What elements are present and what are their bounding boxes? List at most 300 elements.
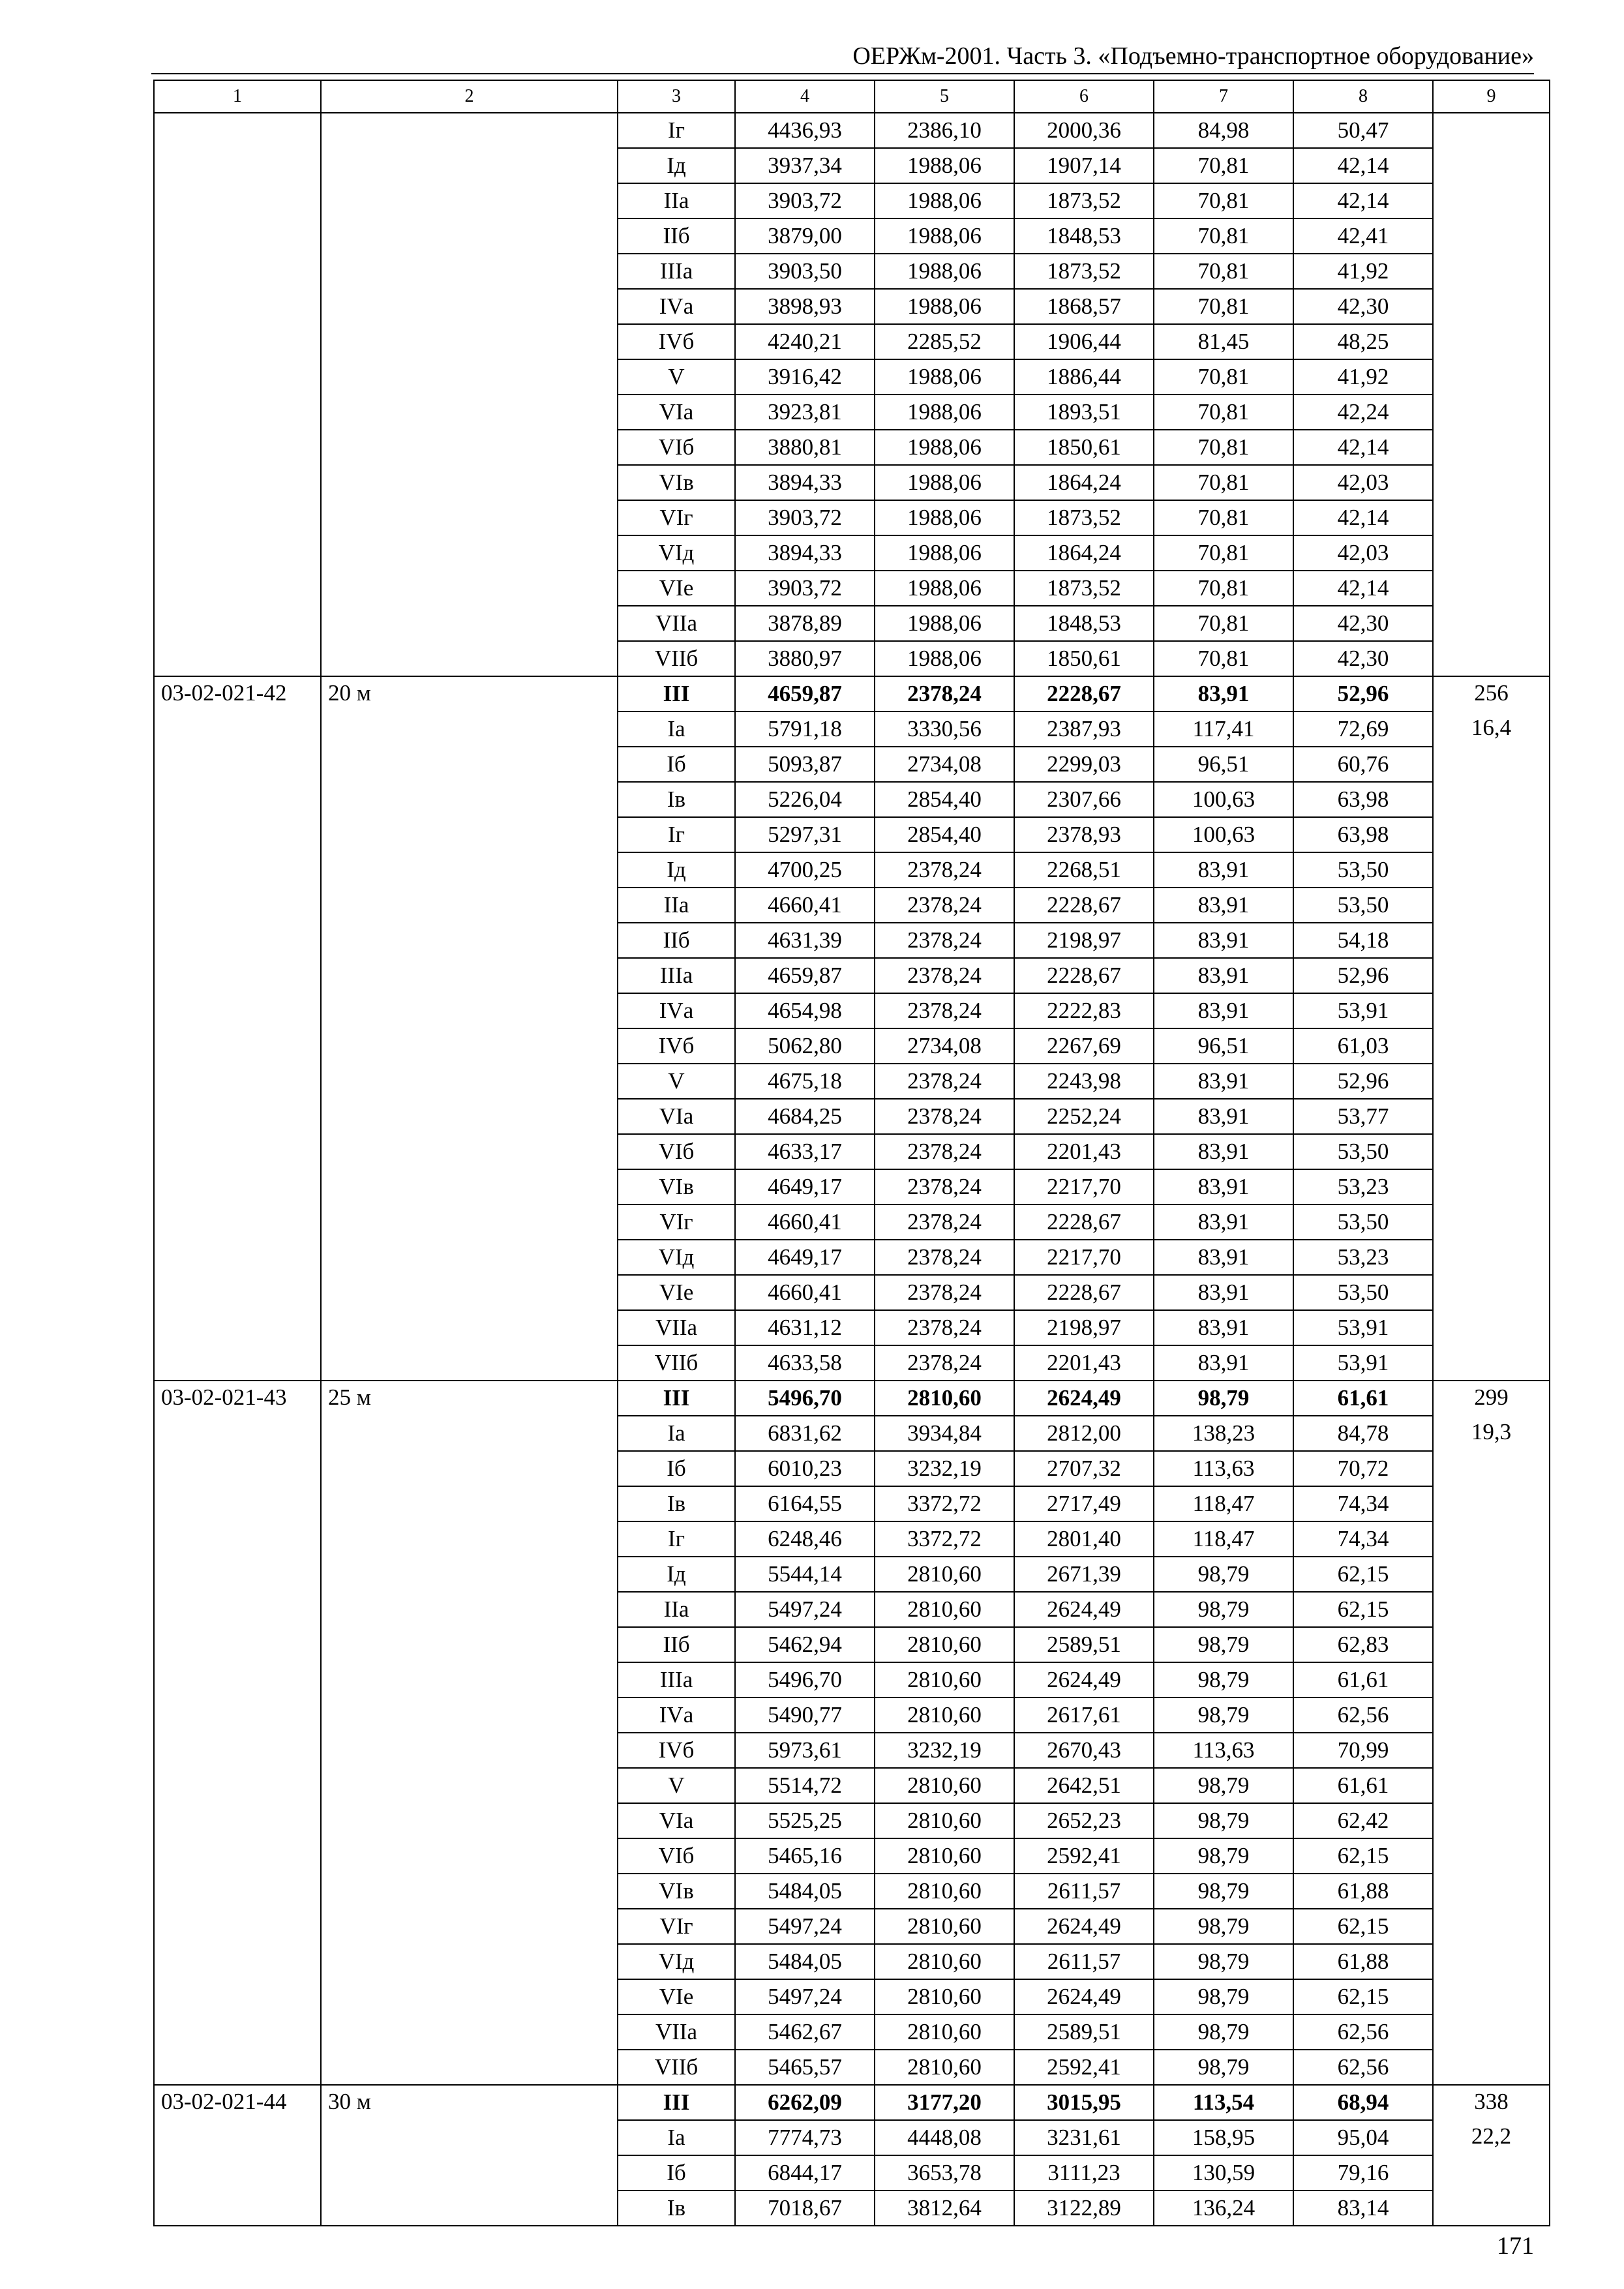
zone-cell: IIа (618, 183, 735, 218)
value-cell: 2267,69 (1014, 1028, 1154, 1064)
value-cell: 2285,52 (875, 324, 1014, 359)
value-cell: 70,81 (1154, 430, 1293, 465)
value-cell: 2378,24 (875, 1310, 1014, 1345)
value-cell: 70,81 (1154, 359, 1293, 395)
value-cell: 4631,12 (735, 1310, 875, 1345)
value-cell: 62,83 (1293, 1627, 1433, 1662)
value-cell: 53,91 (1293, 993, 1433, 1028)
value-cell: 2801,40 (1014, 1521, 1154, 1557)
value-cell: 3880,97 (735, 641, 875, 676)
value-cell: 5093,87 (735, 747, 875, 782)
value-cell: 42,14 (1293, 183, 1433, 218)
value-cell: 1988,06 (875, 606, 1014, 641)
value-cell: 62,15 (1293, 1979, 1433, 2014)
value-cell: 130,59 (1154, 2155, 1293, 2191)
value-cell: 72,69 (1293, 711, 1433, 747)
value-cell: 2717,49 (1014, 1486, 1154, 1521)
column-number-cell: 9 (1433, 80, 1550, 113)
zone-cell: VIд (618, 1240, 735, 1275)
value-cell: 2378,24 (875, 923, 1014, 958)
value-cell: 2592,41 (1014, 2050, 1154, 2085)
value-cell: 98,79 (1154, 1698, 1293, 1733)
value-cell: 4654,98 (735, 993, 875, 1028)
value-cell: 4448,08 (875, 2120, 1014, 2155)
value-cell: 98,79 (1154, 1979, 1293, 2014)
value-cell: 2734,08 (875, 1028, 1014, 1064)
header-rule (151, 73, 1534, 74)
value-cell: 5791,18 (735, 711, 875, 747)
value-cell: 5496,70 (735, 1662, 875, 1698)
value-cell: 83,91 (1154, 888, 1293, 923)
zone-cell: IIIа (618, 254, 735, 289)
value-cell: 4436,93 (735, 113, 875, 148)
page-number: 171 (1497, 2232, 1534, 2260)
value-cell: 4631,39 (735, 923, 875, 958)
value-cell: 2810,60 (875, 2050, 1014, 2085)
value-cell: 3903,50 (735, 254, 875, 289)
value-cell: 2589,51 (1014, 1627, 1154, 1662)
value-cell: 3894,33 (735, 465, 875, 500)
value-cell: 70,81 (1154, 289, 1293, 324)
value-cell: 5465,57 (735, 2050, 875, 2085)
value-cell: 2198,97 (1014, 923, 1154, 958)
value-cell: 5514,72 (735, 1768, 875, 1803)
value-cell: 5226,04 (735, 782, 875, 817)
value-cell: 2624,49 (1014, 1592, 1154, 1627)
zone-cell: Iд (618, 148, 735, 183)
value-cell: 3916,42 (735, 359, 875, 395)
value-cell: 42,14 (1293, 430, 1433, 465)
zone-cell: Iг (618, 1521, 735, 1557)
table-row (154, 113, 1550, 148)
value-cell: 83,91 (1154, 1099, 1293, 1134)
value-cell: 113,63 (1154, 1733, 1293, 1768)
value-cell: 2854,40 (875, 782, 1014, 817)
value-cell: 3330,56 (875, 711, 1014, 747)
rate-name-cell: 25 м (321, 1381, 618, 2085)
value-cell: 41,92 (1293, 254, 1433, 289)
value-cell: 83,91 (1154, 923, 1293, 958)
value-cell: 2378,24 (875, 1345, 1014, 1381)
value-cell: 83,91 (1154, 1169, 1293, 1204)
value-cell: 1893,51 (1014, 395, 1154, 430)
value-cell: 2000,36 (1014, 113, 1154, 148)
value-cell: 53,91 (1293, 1345, 1433, 1381)
value-cell: 3937,34 (735, 148, 875, 183)
value-cell: 96,51 (1154, 747, 1293, 782)
zone-cell: VIв (618, 1874, 735, 1909)
zone-cell: VIг (618, 1204, 735, 1240)
value-cell: 2378,24 (875, 1064, 1014, 1099)
value-cell: 1848,53 (1014, 218, 1154, 254)
zone-cell: Iб (618, 2155, 735, 2191)
value-cell: 62,15 (1293, 1557, 1433, 1592)
value-cell: 98,79 (1154, 1662, 1293, 1698)
value-cell: 61,61 (1293, 1768, 1433, 1803)
value-cell: 5462,94 (735, 1627, 875, 1662)
zone-cell: IVа (618, 993, 735, 1028)
column-number-cell: 6 (1014, 80, 1154, 113)
value-cell: 1988,06 (875, 571, 1014, 606)
value-cell: 42,30 (1293, 606, 1433, 641)
rates-table (153, 80, 1550, 2226)
value-cell: 70,81 (1154, 183, 1293, 218)
zone-cell: Iб (618, 747, 735, 782)
value-cell: 2378,24 (875, 1204, 1014, 1240)
value-cell: 61,88 (1293, 1944, 1433, 1979)
value-cell: 4684,25 (735, 1099, 875, 1134)
value-cell: 83,14 (1293, 2191, 1433, 2226)
value-cell: 2854,40 (875, 817, 1014, 852)
value-cell: 2810,60 (875, 1381, 1014, 1416)
value-cell: 6262,09 (735, 2085, 875, 2120)
zone-cell: IIа (618, 888, 735, 923)
value-cell: 1873,52 (1014, 500, 1154, 535)
value-cell: 1988,06 (875, 500, 1014, 535)
value-cell: 1873,52 (1014, 183, 1154, 218)
value-cell: 52,96 (1293, 958, 1433, 993)
value-cell: 2378,24 (875, 1169, 1014, 1204)
value-cell: 5490,77 (735, 1698, 875, 1733)
value-cell: 3015,95 (1014, 2085, 1154, 2120)
value-cell: 3231,61 (1014, 2120, 1154, 2155)
value-cell: 5496,70 (735, 1381, 875, 1416)
value-cell: 98,79 (1154, 2050, 1293, 2085)
value-cell: 1988,06 (875, 183, 1014, 218)
zone-cell: Iв (618, 2191, 735, 2226)
value-cell: 70,81 (1154, 218, 1293, 254)
zone-cell: V (618, 1064, 735, 1099)
value-cell: 5465,16 (735, 1838, 875, 1874)
value-cell: 1906,44 (1014, 324, 1154, 359)
value-cell: 2378,24 (875, 993, 1014, 1028)
value-cell: 113,54 (1154, 2085, 1293, 2120)
value-cell: 138,23 (1154, 1416, 1293, 1451)
value-cell: 98,79 (1154, 1944, 1293, 1979)
value-cell: 118,47 (1154, 1486, 1293, 1521)
value-cell: 136,24 (1154, 2191, 1293, 2226)
value-cell: 2222,83 (1014, 993, 1154, 1028)
zone-cell: VIв (618, 1169, 735, 1204)
zone-cell: IVа (618, 289, 735, 324)
rate-code-cell (154, 113, 321, 676)
value-cell: 3880,81 (735, 430, 875, 465)
value-cell: 2810,60 (875, 1803, 1014, 1838)
rate-code-cell: 03-02-021-43 (154, 1381, 321, 2085)
value-cell: 2378,24 (875, 676, 1014, 711)
value-cell: 70,81 (1154, 641, 1293, 676)
value-cell: 2228,67 (1014, 888, 1154, 923)
value-cell: 5497,24 (735, 1909, 875, 1944)
value-cell: 5062,80 (735, 1028, 875, 1064)
value-cell: 100,63 (1154, 817, 1293, 852)
value-cell: 96,51 (1154, 1028, 1293, 1064)
value-cell: 62,56 (1293, 2050, 1433, 2085)
value-cell: 70,81 (1154, 465, 1293, 500)
value-cell: 98,79 (1154, 1909, 1293, 1944)
value-cell: 2228,67 (1014, 676, 1154, 711)
value-cell: 1988,06 (875, 254, 1014, 289)
zone-cell: IIа (618, 1592, 735, 1627)
value-cell: 74,34 (1293, 1521, 1433, 1557)
zone-cell: VIд (618, 535, 735, 571)
value-cell: 2810,60 (875, 1592, 1014, 1627)
value-cell: 42,24 (1293, 395, 1433, 430)
zone-cell: Iв (618, 782, 735, 817)
value-cell: 158,95 (1154, 2120, 1293, 2155)
zone-cell: VIв (618, 465, 735, 500)
value-cell: 6010,23 (735, 1451, 875, 1486)
value-cell: 3903,72 (735, 500, 875, 535)
zone-cell: VIе (618, 571, 735, 606)
value-cell: 2243,98 (1014, 1064, 1154, 1099)
value-cell: 5525,25 (735, 1803, 875, 1838)
value-cell: 53,23 (1293, 1169, 1433, 1204)
column-number-cell: 4 (735, 80, 875, 113)
extra-cell: 299 (1433, 1381, 1550, 1416)
value-cell: 2386,10 (875, 113, 1014, 148)
value-cell: 83,91 (1154, 1345, 1293, 1381)
value-cell: 1988,06 (875, 218, 1014, 254)
value-cell: 3653,78 (875, 2155, 1014, 2191)
value-cell: 2611,57 (1014, 1874, 1154, 1909)
value-cell: 2624,49 (1014, 1979, 1154, 2014)
value-cell: 83,91 (1154, 958, 1293, 993)
value-cell: 62,15 (1293, 1909, 1433, 1944)
value-cell: 3177,20 (875, 2085, 1014, 2120)
value-cell: 5973,61 (735, 1733, 875, 1768)
value-cell: 2589,51 (1014, 2014, 1154, 2050)
value-cell: 1850,61 (1014, 430, 1154, 465)
value-cell: 3232,19 (875, 1733, 1014, 1768)
zone-cell: VIб (618, 1134, 735, 1169)
value-cell: 2810,60 (875, 1838, 1014, 1874)
zone-cell: IIIа (618, 1662, 735, 1698)
value-cell: 83,91 (1154, 852, 1293, 888)
value-cell: 5544,14 (735, 1557, 875, 1592)
value-cell: 2652,23 (1014, 1803, 1154, 1838)
value-cell: 74,34 (1293, 1486, 1433, 1521)
value-cell: 42,03 (1293, 465, 1433, 500)
value-cell: 83,91 (1154, 1240, 1293, 1275)
page-header: ОЕРЖм-2001. Часть 3. «Подъемно-транспортное оборудование» (852, 42, 1534, 70)
zone-cell: Iа (618, 711, 735, 747)
value-cell: 63,98 (1293, 782, 1433, 817)
value-cell: 61,88 (1293, 1874, 1433, 1909)
value-cell: 83,91 (1154, 993, 1293, 1028)
value-cell: 2810,60 (875, 1768, 1014, 1803)
value-cell: 98,79 (1154, 1768, 1293, 1803)
value-cell: 4660,41 (735, 1275, 875, 1310)
value-cell: 2378,24 (875, 958, 1014, 993)
value-cell: 3879,00 (735, 218, 875, 254)
value-cell: 6248,46 (735, 1521, 875, 1557)
zone-cell: IVб (618, 1733, 735, 1768)
value-cell: 53,50 (1293, 1204, 1433, 1240)
value-cell: 5462,67 (735, 2014, 875, 2050)
value-cell: 54,18 (1293, 923, 1433, 958)
table-body (154, 80, 1550, 2226)
value-cell: 42,14 (1293, 500, 1433, 535)
extra-cell: 338 (1433, 2085, 1550, 2120)
zone-cell: VIIб (618, 641, 735, 676)
value-cell: 6831,62 (735, 1416, 875, 1451)
value-cell: 1868,57 (1014, 289, 1154, 324)
value-cell: 4700,25 (735, 852, 875, 888)
value-cell: 4660,41 (735, 1204, 875, 1240)
value-cell: 1864,24 (1014, 465, 1154, 500)
extra-cell: 16,4 (1433, 711, 1550, 1381)
value-cell: 1988,06 (875, 641, 1014, 676)
zone-cell: III (618, 676, 735, 711)
value-cell: 2387,93 (1014, 711, 1154, 747)
value-cell: 2624,49 (1014, 1662, 1154, 1698)
zone-cell: VIг (618, 1909, 735, 1944)
value-cell: 5484,05 (735, 1874, 875, 1909)
value-cell: 4659,87 (735, 958, 875, 993)
zone-cell: V (618, 359, 735, 395)
value-cell: 50,47 (1293, 113, 1433, 148)
value-cell: 2624,49 (1014, 1909, 1154, 1944)
value-cell: 84,98 (1154, 113, 1293, 148)
value-cell: 2201,43 (1014, 1134, 1154, 1169)
zone-cell: VIIа (618, 606, 735, 641)
value-cell: 1850,61 (1014, 641, 1154, 676)
value-cell: 83,91 (1154, 1310, 1293, 1345)
zone-cell: VIг (618, 500, 735, 535)
value-cell: 70,81 (1154, 500, 1293, 535)
extra-cell: 256 (1433, 676, 1550, 711)
value-cell: 1988,06 (875, 430, 1014, 465)
value-cell: 53,77 (1293, 1099, 1433, 1134)
value-cell: 53,23 (1293, 1240, 1433, 1275)
value-cell: 84,78 (1293, 1416, 1433, 1451)
value-cell: 2217,70 (1014, 1240, 1154, 1275)
column-number-cell: 2 (321, 80, 618, 113)
value-cell: 98,79 (1154, 1592, 1293, 1627)
value-cell: 4240,21 (735, 324, 875, 359)
value-cell: 3122,89 (1014, 2191, 1154, 2226)
value-cell: 2810,60 (875, 1662, 1014, 1698)
value-cell: 3878,89 (735, 606, 875, 641)
value-cell: 2378,24 (875, 852, 1014, 888)
value-cell: 118,47 (1154, 1521, 1293, 1557)
value-cell: 53,50 (1293, 1275, 1433, 1310)
column-number-cell: 1 (154, 80, 321, 113)
zone-cell: V (618, 1768, 735, 1803)
value-cell: 2611,57 (1014, 1944, 1154, 1979)
value-cell: 83,91 (1154, 1204, 1293, 1240)
value-cell: 70,81 (1154, 254, 1293, 289)
value-cell: 52,96 (1293, 1064, 1433, 1099)
value-cell: 2378,24 (875, 888, 1014, 923)
value-cell: 53,50 (1293, 852, 1433, 888)
zone-cell: IIIа (618, 958, 735, 993)
value-cell: 1988,06 (875, 359, 1014, 395)
extra-cell (1433, 113, 1550, 148)
zone-cell: IVб (618, 1028, 735, 1064)
zone-cell: VIIа (618, 1310, 735, 1345)
value-cell: 1988,06 (875, 148, 1014, 183)
value-cell: 98,79 (1154, 1381, 1293, 1416)
value-cell: 2810,60 (875, 1627, 1014, 1662)
value-cell: 61,61 (1293, 1381, 1433, 1416)
table-row (154, 676, 1550, 711)
zone-cell: Iд (618, 1557, 735, 1592)
value-cell: 2671,39 (1014, 1557, 1154, 1592)
value-cell: 3232,19 (875, 1451, 1014, 1486)
value-cell: 62,56 (1293, 2014, 1433, 2050)
value-cell: 2810,60 (875, 1874, 1014, 1909)
zone-cell: VIб (618, 430, 735, 465)
zone-cell: III (618, 2085, 735, 2120)
value-cell: 3372,72 (875, 1486, 1014, 1521)
value-cell: 2810,60 (875, 1979, 1014, 2014)
value-cell: 2228,67 (1014, 1275, 1154, 1310)
zone-cell: Iг (618, 817, 735, 852)
value-cell: 3812,64 (875, 2191, 1014, 2226)
value-cell: 4633,58 (735, 1345, 875, 1381)
value-cell: 98,79 (1154, 1803, 1293, 1838)
zone-cell: VIIб (618, 2050, 735, 2085)
value-cell: 4649,17 (735, 1169, 875, 1204)
value-cell: 4633,17 (735, 1134, 875, 1169)
value-cell: 3903,72 (735, 571, 875, 606)
zone-cell: IVб (618, 324, 735, 359)
value-cell: 62,15 (1293, 1838, 1433, 1874)
value-cell: 2268,51 (1014, 852, 1154, 888)
rate-code-cell: 03-02-021-42 (154, 676, 321, 1381)
zone-cell: IIб (618, 923, 735, 958)
value-cell: 5484,05 (735, 1944, 875, 1979)
column-number-cell: 5 (875, 80, 1014, 113)
value-cell: 41,92 (1293, 359, 1433, 395)
zone-cell: VIд (618, 1944, 735, 1979)
zone-cell: Iб (618, 1451, 735, 1486)
value-cell: 3923,81 (735, 395, 875, 430)
value-cell: 70,81 (1154, 535, 1293, 571)
value-cell: 70,81 (1154, 148, 1293, 183)
value-cell: 3898,93 (735, 289, 875, 324)
value-cell: 68,94 (1293, 2085, 1433, 2120)
value-cell: 61,03 (1293, 1028, 1433, 1064)
value-cell: 2617,61 (1014, 1698, 1154, 1733)
value-cell: 6844,17 (735, 2155, 875, 2191)
zone-cell: VIе (618, 1979, 735, 2014)
zone-cell: Iг (618, 113, 735, 148)
zone-cell: Iв (618, 1486, 735, 1521)
value-cell: 1988,06 (875, 289, 1014, 324)
value-cell: 1864,24 (1014, 535, 1154, 571)
value-cell: 5297,31 (735, 817, 875, 852)
value-cell: 7774,73 (735, 2120, 875, 2155)
value-cell: 70,99 (1293, 1733, 1433, 1768)
value-cell: 62,56 (1293, 1698, 1433, 1733)
value-cell: 7018,67 (735, 2191, 875, 2226)
value-cell: 2228,67 (1014, 958, 1154, 993)
value-cell: 1988,06 (875, 535, 1014, 571)
zone-cell: VIб (618, 1838, 735, 1874)
value-cell: 2307,66 (1014, 782, 1154, 817)
table-row (154, 2085, 1550, 2120)
value-cell: 61,61 (1293, 1662, 1433, 1698)
value-cell: 42,14 (1293, 148, 1433, 183)
value-cell: 4675,18 (735, 1064, 875, 1099)
value-cell: 42,14 (1293, 571, 1433, 606)
value-cell: 42,41 (1293, 218, 1433, 254)
zone-cell: VIа (618, 1099, 735, 1134)
value-cell: 117,41 (1154, 711, 1293, 747)
